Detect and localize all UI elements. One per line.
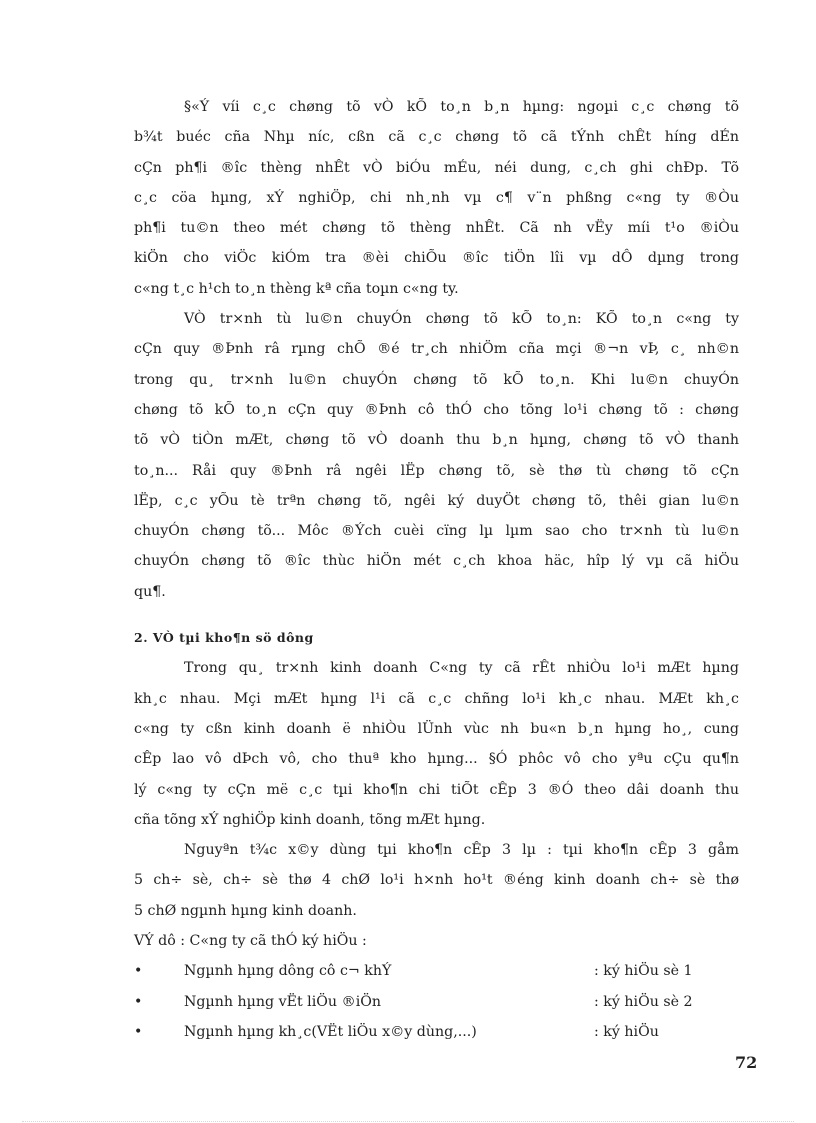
text-line: ph¶i tu©n theo mét chøng tõ thèng nhÊt. Cã nh vËy míi t¹o ®iÒu (134, 220, 739, 237)
text-line: chuyÓn chøng tõ ®îc thùc hiÖn mét c¸ch khoa häc, hîp lý vµ cã hiÖu (134, 553, 739, 570)
text-line: chøng tõ kÕ to¸n cÇn quy ®Þnh cô thÓ cho tõng lo¹i chøng tõ : chøng (134, 401, 739, 418)
paragraph (134, 835, 739, 926)
bullet-code: : ký hiÖu (594, 1023, 659, 1040)
section-heading: 2. VÒ tµi kho¶n sö dông (134, 630, 314, 646)
top-paragraphs (134, 92, 739, 607)
bottom-paragraphs (134, 653, 739, 956)
footer-divider (22, 1121, 794, 1122)
body-text (134, 92, 739, 1047)
text-line: cña tõng xÝ nghiÖp kinh doanh, tõng mÆt hµng. (134, 811, 486, 828)
text-line: qu¶. (134, 583, 166, 600)
text-line: VÒ tr×nh tù lu©n chuyÓn chøng tõ kÕ to¸n: KÕ to¸n c«ng ty (184, 311, 739, 328)
text-line: c«ng ty cßn kinh doanh ë nhiÒu lÜnh vùc nh bu«n b¸n hµng ho¸, cung (134, 720, 739, 737)
text-line: kh¸c nhau. Mçi mÆt hµng l¹i cã c¸c chñng lo¹i kh¸c nhau. MÆt kh¸c (134, 690, 739, 707)
bullet-symbol: • (134, 1023, 143, 1040)
text-line: b¾t buéc cña Nhµ níc, cßn cã c¸c chøng tõ cã tÝnh chÊt híng dÉn (134, 129, 739, 146)
text-line: c¸c cöa hµng, xÝ nghiÖp, chi nh¸nh vµ c¶ v¨n phßng c«ng ty ®Òu (134, 189, 739, 206)
page-number: 72 (735, 1053, 758, 1072)
text-line: Trong qu¸ tr×nh kinh doanh C«ng ty cã rÊt nhiÒu lo¹i mÆt hµng (184, 660, 739, 677)
text-line: VÝ dô : C«ng ty cã thÓ ký hiÖu : (134, 933, 367, 950)
text-line: to¸n... Råi quy ®Þnh râ ngêi lËp chøng tõ, sè thø tù chøng tõ cÇn (134, 462, 739, 479)
bullet-symbol: • (134, 963, 143, 980)
text-line: kiÖn cho viÖc kiÓm tra ®èi chiÕu ®îc tiÖn lîi vµ dÔ dµng trong (134, 250, 739, 267)
text-line: tõ vÒ tiÒn mÆt, chøng tõ vÒ doanh thu b¸n hµng, chøng tõ vÒ thanh (134, 432, 739, 449)
paragraph (134, 926, 739, 956)
bullet-list (134, 956, 739, 1047)
text-line: §«Ý víi c¸c chøng tõ vÒ kÕ to¸n b¸n hµng: ngoµi c¸c chøng tõ (184, 99, 739, 115)
paragraph (134, 304, 739, 607)
text-line: lý c«ng ty cÇn më c¸c tµi kho¶n chi tiÕt cÊp 3 ®Ó theo dâi doanh thu (134, 781, 739, 798)
text-line: 5 chØ ngµnh hµng kinh doanh. (134, 902, 357, 919)
bullet-code: : ký hiÖu sè 1 (594, 963, 693, 980)
text-line: cÇn ph¶i ®îc thèng nhÊt vÒ biÓu mÉu, néi dung, c¸ch ghi chÐp. Tõ (134, 159, 739, 176)
bullet-item (134, 1017, 739, 1047)
bullet-text: Ngµnh hµng dông cô c¬ khÝ (184, 963, 392, 980)
text-line: lËp, c¸c yÕu tè trªn chøng tõ, ngêi ký duyÖt chøng tõ, thêi gian lu©n (134, 492, 739, 509)
text-line: 5 ch÷ sè, ch÷ sè thø 4 chØ lo¹i h×nh ho¹t ®éng kinh doanh ch÷ sè thø (134, 872, 739, 889)
text-line: trong qu¸ tr×nh lu©n chuyÓn chøng tõ kÕ to¸n. Khi lu©n chuyÓn (134, 371, 739, 388)
paragraph (134, 653, 739, 835)
bullet-symbol: • (134, 993, 143, 1010)
text-line: chuyÓn chøng tõ... Môc ®Ých cuèi cïng lµ lµm sao cho tr×nh tù lu©n (134, 523, 739, 540)
bullet-code: : ký hiÖu sè 2 (594, 993, 693, 1010)
bullet-item (134, 987, 739, 1017)
text-line: cÇn quy ®Þnh râ rµng chÕ ®é tr¸ch nhiÖm cña mçi ®¬n vÞ, c¸ nh©n (134, 341, 739, 358)
text-line: c«ng t¸c h¹ch to¸n thèng kª cña toµn c«ng ty. (134, 280, 459, 297)
bullet-item (134, 956, 739, 986)
text-line: Nguyªn t¾c x©y dùng tµi kho¶n cÊp 3 lµ : tµi kho¶n cÊp 3 gåm (184, 842, 739, 859)
bullet-text: Ngµnh hµng vËt liÖu ®iÖn (184, 993, 382, 1010)
text-line: cÊp lao vô dÞch vô, cho thuª kho hµng... §Ó phôc vô cho yªu cÇu qu¶n (134, 751, 739, 768)
bullet-text: Ngµnh hµng kh¸c(VËt liÖu x©y dùng,...) (184, 1023, 477, 1040)
paragraph (134, 92, 739, 304)
